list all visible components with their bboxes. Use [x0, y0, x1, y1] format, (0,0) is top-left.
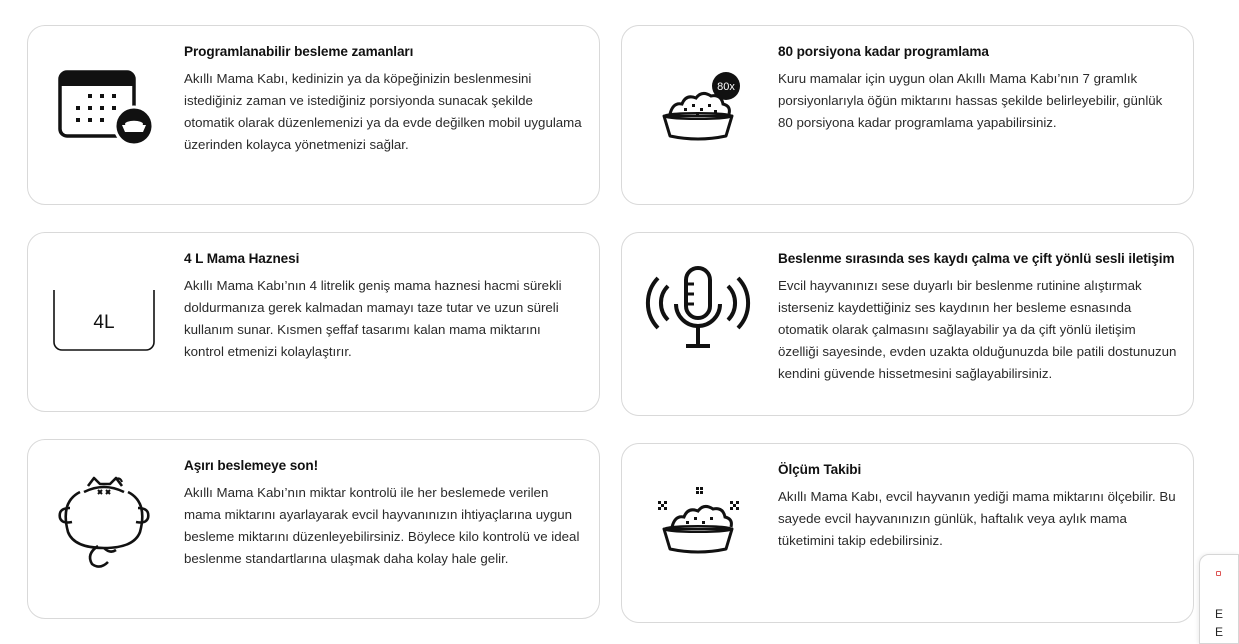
widget-logo-icon	[1216, 571, 1221, 576]
feature-description: Akıllı Mama Kabı, kedinizin ya da köpeğinizin beslenmesini istediğiniz zaman ve istediğiniz porsiyonda sunacak şekilde otomatik olarak düzenlemenizi ya da evde değilken mobil uygulama üzerinden kolayca yönetmenizi sağlar.	[184, 71, 582, 152]
feature-card-portions	[621, 25, 1194, 205]
chat-widget-panel[interactable]	[1199, 554, 1239, 644]
food-tank-icon	[50, 273, 158, 373]
feature-description: Akıllı Mama Kabı’nın 4 litrelik geniş mama haznesi hacmi sürekli doldurmanıza gerek kalmadan mamayı taze tutar ve uzun süreli kullanım sunar. Kısmen şeffaf tasarımı kalan mama miktarını kontrol etmenizi kolaylaştırır.	[184, 278, 562, 359]
feature-title: Aşırı beslemeye son!	[184, 458, 318, 473]
feature-card-tracking	[621, 443, 1194, 623]
widget-text-line: E	[1215, 625, 1224, 639]
sparkling-bowl-icon	[644, 469, 752, 569]
microphone-icon	[644, 258, 752, 358]
feature-card-scheduling	[27, 25, 600, 205]
feature-description: Evcil hayvanınızı sese duyarlı bir beslenme rutinine alıştırmak isterseniz kaydettiğiniz ses kaydının her besleme esnasında otomatik olarak çalmasını sağlayabilir ya da çift yönlü iletişim özelliği sayesinde, evden uzakta olduğunuzda bile patili dostunuzun kendini güvende hissetmesini sağlayabilirsiniz.	[778, 278, 1177, 381]
food-bowl-80x-icon	[644, 56, 752, 156]
widget-text-line: E	[1215, 607, 1224, 621]
feature-title: 4 L Mama Haznesi	[184, 251, 300, 266]
portion-badge: 80x	[717, 81, 735, 93]
feature-title: Beslenme sırasında ses kaydı çalma ve çift yönlü sesli iletişim	[778, 251, 1175, 266]
feature-description: Akıllı Mama Kabı, evcil hayvanın yediği mama miktarını ölçebilir. Bu sayede evcil hayvanınızın günlük, haftalık veya aylık mama tüketimini takip edebilirsiniz.	[778, 489, 1176, 548]
feature-card-tank	[27, 232, 600, 412]
chubby-cat-icon	[50, 470, 158, 570]
feature-description: Akıllı Mama Kabı’nın miktar kontrolü ile her beslemede verilen mama miktarını ayarlayarak evcil hayvanınızın ihtiyaçlarına uygun besleme miktarını düzenleyebilirsiniz. Böylece kilo kontrolü ve ideal beslenme standartlarına ulaşmak daha kolay hale gelir.	[184, 485, 580, 566]
feature-description: Kuru mamalar için uygun olan Akıllı Mama Kabı’nın 7 gramlık porsiyonlarıyla öğün miktarını hassas şekilde belirleyebilir, günlük 80 porsiyona kadar programlama yapabilirsiniz.	[778, 71, 1163, 130]
feature-title: 80 porsiyona kadar programlama	[778, 44, 989, 59]
calendar-bowl-icon	[50, 56, 158, 156]
tank-capacity-label: 4L	[93, 312, 115, 333]
feature-title: Programlanabilir besleme zamanları	[184, 44, 414, 59]
feature-card-overfeeding	[27, 439, 600, 619]
feature-card-voice	[621, 232, 1194, 416]
feature-title: Ölçüm Takibi	[778, 462, 862, 477]
